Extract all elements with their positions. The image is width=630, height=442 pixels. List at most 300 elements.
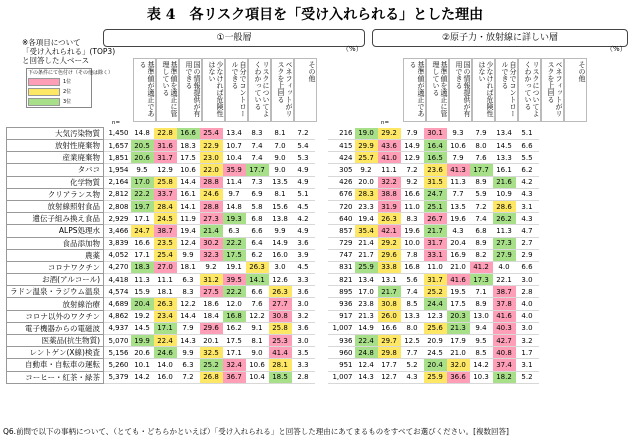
value-cell: 20.6 xyxy=(131,347,154,359)
value-cell: 17.5 xyxy=(223,335,246,347)
value-cell: 7.6 xyxy=(470,152,493,164)
value-cell: 16.9 xyxy=(447,249,470,261)
value-cell: 14.3 xyxy=(355,371,378,383)
table-row xyxy=(7,286,539,298)
value-cell: 9.9 xyxy=(177,249,200,261)
row-label: 化学物質 xyxy=(7,176,104,188)
value-cell: 14.9 xyxy=(401,140,424,152)
value-cell: 31.7 xyxy=(154,152,177,164)
value-cell: 16.6 xyxy=(131,237,154,249)
value-cell: 6.8 xyxy=(246,213,269,225)
value-cell: 30.8 xyxy=(269,310,292,322)
value-cell: 13.1 xyxy=(378,274,401,286)
value-cell: 22.0 xyxy=(200,164,223,176)
column-header: 少なければ危険性はない xyxy=(472,58,495,122)
value-cell: 26.0 xyxy=(378,310,401,322)
value-cell: 37.4 xyxy=(493,359,516,371)
value-cell: 2.7 xyxy=(516,237,539,249)
value-cell: 7.9 xyxy=(177,322,200,334)
value-cell: 19.4 xyxy=(355,213,378,225)
value-cell: 20.4 xyxy=(131,298,154,310)
value-cell: 36.7 xyxy=(223,371,246,383)
table-row xyxy=(7,261,539,273)
value-cell: 19.2 xyxy=(131,310,154,322)
column-gap xyxy=(315,152,328,164)
value-cell: 25.1 xyxy=(424,200,447,212)
value-cell: 5.2 xyxy=(516,371,539,383)
value-cell: 13.4 xyxy=(355,274,378,286)
value-cell: 9.1 xyxy=(246,322,269,334)
value-cell: 21.3 xyxy=(355,310,378,322)
value-cell: 11.3 xyxy=(131,274,154,286)
base-note xyxy=(22,38,115,65)
value-cell: 13.8 xyxy=(269,213,292,225)
value-cell: 17.5 xyxy=(447,298,470,310)
row-label: 農薬 xyxy=(7,249,104,261)
value-cell: 17.3 xyxy=(470,274,493,286)
value-cell: 22.4 xyxy=(355,335,378,347)
legend-swatch xyxy=(28,88,60,96)
sample-size: 5,260 xyxy=(104,359,131,371)
value-cell: 17.7 xyxy=(246,164,269,176)
value-cell: 3.0 xyxy=(292,335,315,347)
column-header: ベネフィットがリスクを上回る xyxy=(271,58,294,122)
sample-size: 720 xyxy=(328,200,355,212)
value-cell: 36.6 xyxy=(447,371,470,383)
sample-size: 640 xyxy=(328,213,355,225)
value-cell: 9.2 xyxy=(200,261,223,273)
row-label: 遺伝子組み換え食品 xyxy=(7,213,104,225)
value-cell: 24.6 xyxy=(200,188,223,200)
sample-size: 960 xyxy=(328,347,355,359)
column-gap xyxy=(315,335,328,347)
value-cell: 21.6 xyxy=(493,176,516,188)
value-cell: 9.5 xyxy=(131,164,154,176)
value-cell: 4.5 xyxy=(292,261,315,273)
column-header: 国の情報提供が有用できる xyxy=(449,58,472,122)
row-label: 大気汚染物質 xyxy=(7,128,104,140)
value-cell: 17.1 xyxy=(131,249,154,261)
value-cell: 27.3 xyxy=(200,213,223,225)
value-cell: 8.0 xyxy=(401,322,424,334)
value-cell: 14.8 xyxy=(131,128,154,140)
value-cell: 13.3 xyxy=(401,310,424,322)
value-cell: 28.6 xyxy=(493,200,516,212)
value-cell: 5.1 xyxy=(516,128,539,140)
value-cell: 10.1 xyxy=(131,359,154,371)
value-cell: 7.4 xyxy=(401,286,424,298)
value-cell: 28.4 xyxy=(154,200,177,212)
value-cell: 3.1 xyxy=(516,359,539,371)
value-cell: 22.2 xyxy=(223,237,246,249)
legend-label: 2位 xyxy=(63,89,72,95)
value-cell: 41.2 xyxy=(470,261,493,273)
value-cell: 17.1 xyxy=(131,213,154,225)
row-label: コロナワクチン xyxy=(7,261,104,273)
row-label: 放射線照射食品 xyxy=(7,200,104,212)
value-cell: 31.2 xyxy=(200,274,223,286)
value-cell: 5.9 xyxy=(470,188,493,200)
column-gap xyxy=(315,286,328,298)
sample-size: 2,164 xyxy=(104,176,131,188)
value-cell: 10.6 xyxy=(246,359,269,371)
column-header: リスクについてよくわかっている xyxy=(518,58,541,122)
value-cell: 32.3 xyxy=(200,249,223,261)
sample-size: 936 xyxy=(328,335,355,347)
table-row xyxy=(7,225,539,237)
value-cell: 17.9 xyxy=(447,335,470,347)
value-cell: 11.0 xyxy=(424,261,447,273)
value-cell: 22.4 xyxy=(154,335,177,347)
value-cell: 25.8 xyxy=(269,322,292,334)
sample-size: 831 xyxy=(328,261,355,273)
value-cell: 9.9 xyxy=(269,225,292,237)
value-cell: 21.0 xyxy=(447,261,470,273)
value-cell: 1.7 xyxy=(516,347,539,359)
value-cell: 21.7 xyxy=(355,249,378,261)
value-cell: 25.4 xyxy=(154,249,177,261)
value-cell: 7.2 xyxy=(401,164,424,176)
value-cell: 17.5 xyxy=(177,152,200,164)
table-row xyxy=(7,274,539,286)
value-cell: 42.7 xyxy=(493,335,516,347)
value-cell: 23.0 xyxy=(200,152,223,164)
value-cell: 8.9 xyxy=(470,298,493,310)
column-gap xyxy=(315,140,328,152)
value-cell: 8.0 xyxy=(470,140,493,152)
sample-size: 1,954 xyxy=(104,164,131,176)
value-cell: 9.5 xyxy=(470,335,493,347)
sample-size: 4,574 xyxy=(104,286,131,298)
column-gap xyxy=(315,237,328,249)
value-cell: 19.6 xyxy=(447,213,470,225)
value-cell: 7.7 xyxy=(401,347,424,359)
value-cell: 35.4 xyxy=(355,225,378,237)
value-cell: 13.3 xyxy=(493,152,516,164)
value-cell: 27.9 xyxy=(493,249,516,261)
value-cell: 2.9 xyxy=(516,249,539,261)
value-cell: 13.5 xyxy=(447,200,470,212)
value-cell: 4.5 xyxy=(292,200,315,212)
value-cell: 22.9 xyxy=(200,140,223,152)
sample-size: 2,812 xyxy=(104,188,131,200)
sample-size: 729 xyxy=(328,237,355,249)
value-cell: 8.9 xyxy=(470,176,493,188)
value-cell: 28.1 xyxy=(269,359,292,371)
row-label: お酒(アルコール) xyxy=(7,274,104,286)
value-cell: 14.9 xyxy=(269,237,292,249)
table-row xyxy=(7,176,539,188)
value-cell: 18.6 xyxy=(200,298,223,310)
value-cell: 25.9 xyxy=(424,371,447,383)
value-cell: 18.1 xyxy=(154,286,177,298)
unit-label: （%） xyxy=(606,45,627,53)
value-cell: 17.7 xyxy=(470,164,493,176)
value-cell: 19.0 xyxy=(355,128,378,140)
value-cell: 4.9 xyxy=(292,164,315,176)
value-cell: 4.9 xyxy=(292,176,315,188)
value-cell: 3.5 xyxy=(292,347,315,359)
value-cell: 6.2 xyxy=(516,164,539,176)
value-cell: 7.3 xyxy=(246,176,269,188)
value-cell: 10.6 xyxy=(177,164,200,176)
value-cell: 21.7 xyxy=(424,225,447,237)
column-header: 基準値が適正である xyxy=(133,58,156,122)
value-cell: 27.3 xyxy=(493,237,516,249)
value-cell: 4.2 xyxy=(516,176,539,188)
column-header: 自分でコントロールできる xyxy=(495,58,518,122)
sample-size: 216 xyxy=(328,128,355,140)
value-cell: 42.1 xyxy=(378,225,401,237)
value-cell: 12.5 xyxy=(401,335,424,347)
panel-general-public: ①一般層 xyxy=(103,29,365,47)
row-label: 放射線治療 xyxy=(7,298,104,310)
value-cell: 18.4 xyxy=(200,310,223,322)
value-cell: 16.8 xyxy=(401,261,424,273)
value-cell: 14.5 xyxy=(131,322,154,334)
n-label: n= xyxy=(381,120,390,126)
value-cell: 26.8 xyxy=(200,371,223,383)
value-cell: 7.1 xyxy=(470,286,493,298)
value-cell: 37.8 xyxy=(493,298,516,310)
value-cell: 30.2 xyxy=(200,237,223,249)
value-cell: 29.2 xyxy=(378,237,401,249)
value-cell: 33.1 xyxy=(424,249,447,261)
table-row xyxy=(7,371,539,383)
value-cell: 31.7 xyxy=(424,274,447,286)
column-gap xyxy=(315,164,328,176)
value-cell: 24.7 xyxy=(424,188,447,200)
column-header: その他 xyxy=(294,58,317,122)
column-gap xyxy=(315,188,328,200)
row-label: 電子機器からの電磁波 xyxy=(7,322,104,334)
value-cell: 16.0 xyxy=(269,249,292,261)
column-gap xyxy=(315,249,328,261)
legend-item-1st xyxy=(28,78,90,86)
value-cell: 14.4 xyxy=(177,176,200,188)
value-cell: 2.8 xyxy=(292,371,315,383)
sample-size: 4,270 xyxy=(104,261,131,273)
column-gap xyxy=(315,298,328,310)
value-cell: 15.9 xyxy=(131,286,154,298)
value-cell: 14.5 xyxy=(493,140,516,152)
value-cell: 3.3 xyxy=(292,359,315,371)
value-cell: 39.5 xyxy=(223,274,246,286)
row-label: ラドン温泉・ラジウム温泉 xyxy=(7,286,104,298)
value-cell: 22.1 xyxy=(493,274,516,286)
sample-size: 676 xyxy=(328,188,355,200)
sample-size: 3,839 xyxy=(104,237,131,249)
table-row xyxy=(7,200,539,212)
value-cell: 7.7 xyxy=(447,188,470,200)
value-cell: 23.4 xyxy=(154,310,177,322)
value-cell: 8.5 xyxy=(401,298,424,310)
value-cell: 6.4 xyxy=(246,237,269,249)
value-cell: 22.2 xyxy=(223,286,246,298)
value-cell: 10.0 xyxy=(401,237,424,249)
value-cell: 18.3 xyxy=(131,261,154,273)
value-cell: 6.6 xyxy=(246,286,269,298)
column-gap xyxy=(315,310,328,322)
sample-size: 1,007 xyxy=(328,322,355,334)
value-cell: 19.6 xyxy=(401,225,424,237)
sample-size: 4,418 xyxy=(104,274,131,286)
table-row xyxy=(7,322,539,334)
value-cell: 6.6 xyxy=(246,225,269,237)
column-header: 自分でコントロールできる xyxy=(225,58,248,122)
value-cell: 38.7 xyxy=(154,225,177,237)
table-row xyxy=(7,249,539,261)
value-cell: 11.9 xyxy=(177,213,200,225)
value-cell: 7.9 xyxy=(401,128,424,140)
row-label: 医薬品(抗生物質) xyxy=(7,335,104,347)
value-cell: 4.2 xyxy=(292,213,315,225)
value-cell: 3.1 xyxy=(516,200,539,212)
value-cell: 31.9 xyxy=(378,200,401,212)
column-gap xyxy=(315,371,328,383)
value-cell: 41.0 xyxy=(378,152,401,164)
column-header: リスクについてよくわかっている xyxy=(248,58,271,122)
table-row xyxy=(7,359,539,371)
value-cell: 7.2 xyxy=(470,200,493,212)
row-label: タバコ xyxy=(7,164,104,176)
column-header: その他 xyxy=(564,58,587,122)
sample-size: 936 xyxy=(328,298,355,310)
value-cell: 7.8 xyxy=(401,249,424,261)
sample-size: 2,929 xyxy=(104,213,131,225)
value-cell: 17.7 xyxy=(378,359,401,371)
value-cell: 27.5 xyxy=(200,286,223,298)
value-cell: 41.6 xyxy=(447,274,470,286)
value-cell: 7.2 xyxy=(177,371,200,383)
value-cell: 8.1 xyxy=(269,128,292,140)
value-cell: 24.4 xyxy=(424,298,447,310)
column-header: 少なければ危険性はない xyxy=(202,58,225,122)
base-note-line: ※各項目について xyxy=(22,38,81,47)
value-cell: 5.8 xyxy=(246,200,269,212)
value-cell: 16.5 xyxy=(424,152,447,164)
value-cell: 13.0 xyxy=(470,310,493,322)
column-header: 国の情報提供が有用できる xyxy=(179,58,202,122)
question-footnote: Q6.前問で以下の事柄について、（とても・どちらかといえば）「受け入れられる」と回答した理由にあてまるものをすべてお選びください。[複数回答] xyxy=(3,427,509,436)
sample-size: 5,379 xyxy=(104,371,131,383)
value-cell: 32.0 xyxy=(447,359,470,371)
value-cell: 9.0 xyxy=(269,152,292,164)
row-label: 放射性廃棄物 xyxy=(7,140,104,152)
value-cell: 14.2 xyxy=(470,359,493,371)
value-cell: 5.5 xyxy=(516,152,539,164)
value-cell: 16.1 xyxy=(493,164,516,176)
sample-size: 1,657 xyxy=(104,140,131,152)
value-cell: 8.1 xyxy=(269,188,292,200)
value-cell: 15.6 xyxy=(269,200,292,212)
table-row xyxy=(7,128,539,140)
column-header: 基準値を適正に管理している xyxy=(426,58,449,122)
value-cell: 21.4 xyxy=(200,225,223,237)
value-cell: 25.6 xyxy=(424,322,447,334)
value-cell: 16.0 xyxy=(154,371,177,383)
value-cell: 3.2 xyxy=(516,335,539,347)
value-cell: 20.4 xyxy=(424,359,447,371)
value-cell: 7.9 xyxy=(447,152,470,164)
value-cell: 3.0 xyxy=(292,298,315,310)
sample-size: 4,689 xyxy=(104,298,131,310)
value-cell: 23.3 xyxy=(355,200,378,212)
value-cell: 6.8 xyxy=(470,225,493,237)
legend-swatch xyxy=(28,98,60,106)
value-cell: 16.6 xyxy=(378,322,401,334)
value-cell: 25.2 xyxy=(200,359,223,371)
sample-size: 4,862 xyxy=(104,310,131,322)
value-cell: 29.8 xyxy=(378,347,401,359)
value-cell: 12.2 xyxy=(246,310,269,322)
value-cell: 43.6 xyxy=(378,140,401,152)
value-cell: 40.3 xyxy=(493,322,516,334)
value-cell: 3.6 xyxy=(292,237,315,249)
value-cell: 20.6 xyxy=(131,152,154,164)
value-cell: 11.3 xyxy=(493,225,516,237)
value-cell: 19.7 xyxy=(131,200,154,212)
value-cell: 12.9 xyxy=(154,164,177,176)
value-cell: 14.0 xyxy=(154,359,177,371)
value-cell: 9.7 xyxy=(223,188,246,200)
value-cell: 7.9 xyxy=(470,128,493,140)
value-cell: 14.8 xyxy=(223,200,246,212)
value-cell: 41.3 xyxy=(447,164,470,176)
panel-expert-group: ②原子力・放射線に詳しい層 xyxy=(372,29,628,47)
value-cell: 9.2 xyxy=(355,164,378,176)
column-gap xyxy=(315,359,328,371)
value-cell: 33.8 xyxy=(378,261,401,273)
row-label: 産業廃棄物 xyxy=(7,152,104,164)
value-cell: 4.0 xyxy=(516,310,539,322)
value-cell: 4.7 xyxy=(516,225,539,237)
value-cell: 9.0 xyxy=(269,164,292,176)
column-gap xyxy=(315,213,328,225)
table-row xyxy=(7,310,539,322)
value-cell: 4.3 xyxy=(401,371,424,383)
sample-size: 857 xyxy=(328,225,355,237)
value-cell: 16.6 xyxy=(177,128,200,140)
value-cell: 11.0 xyxy=(401,200,424,212)
column-gap xyxy=(315,274,328,286)
sample-size: 4,052 xyxy=(104,249,131,261)
value-cell: 7.0 xyxy=(269,140,292,152)
value-cell: 20.5 xyxy=(131,140,154,152)
value-cell: 17.0 xyxy=(355,286,378,298)
value-cell: 14.4 xyxy=(177,310,200,322)
value-cell: 8.3 xyxy=(246,128,269,140)
column-gap xyxy=(315,176,328,188)
value-cell: 18.1 xyxy=(177,261,200,273)
value-cell: 29.6 xyxy=(200,322,223,334)
value-cell: 7.4 xyxy=(246,152,269,164)
value-cell: 41.4 xyxy=(269,347,292,359)
value-cell: 3.3 xyxy=(292,274,315,286)
sample-size: 895 xyxy=(328,286,355,298)
base-note-line: 「受け入れられる」(TOP3) xyxy=(22,47,116,56)
column-gap xyxy=(315,128,328,140)
value-cell: 16.1 xyxy=(177,188,200,200)
value-cell: 24.6 xyxy=(154,347,177,359)
row-label: コロナ以外のワクチン xyxy=(7,310,104,322)
value-cell: 32.5 xyxy=(200,347,223,359)
value-cell: 9.9 xyxy=(177,347,200,359)
value-cell: 6.2 xyxy=(246,249,269,261)
value-cell: 23.5 xyxy=(154,237,177,249)
table-row xyxy=(7,335,539,347)
legend-item-3rd xyxy=(28,98,90,106)
